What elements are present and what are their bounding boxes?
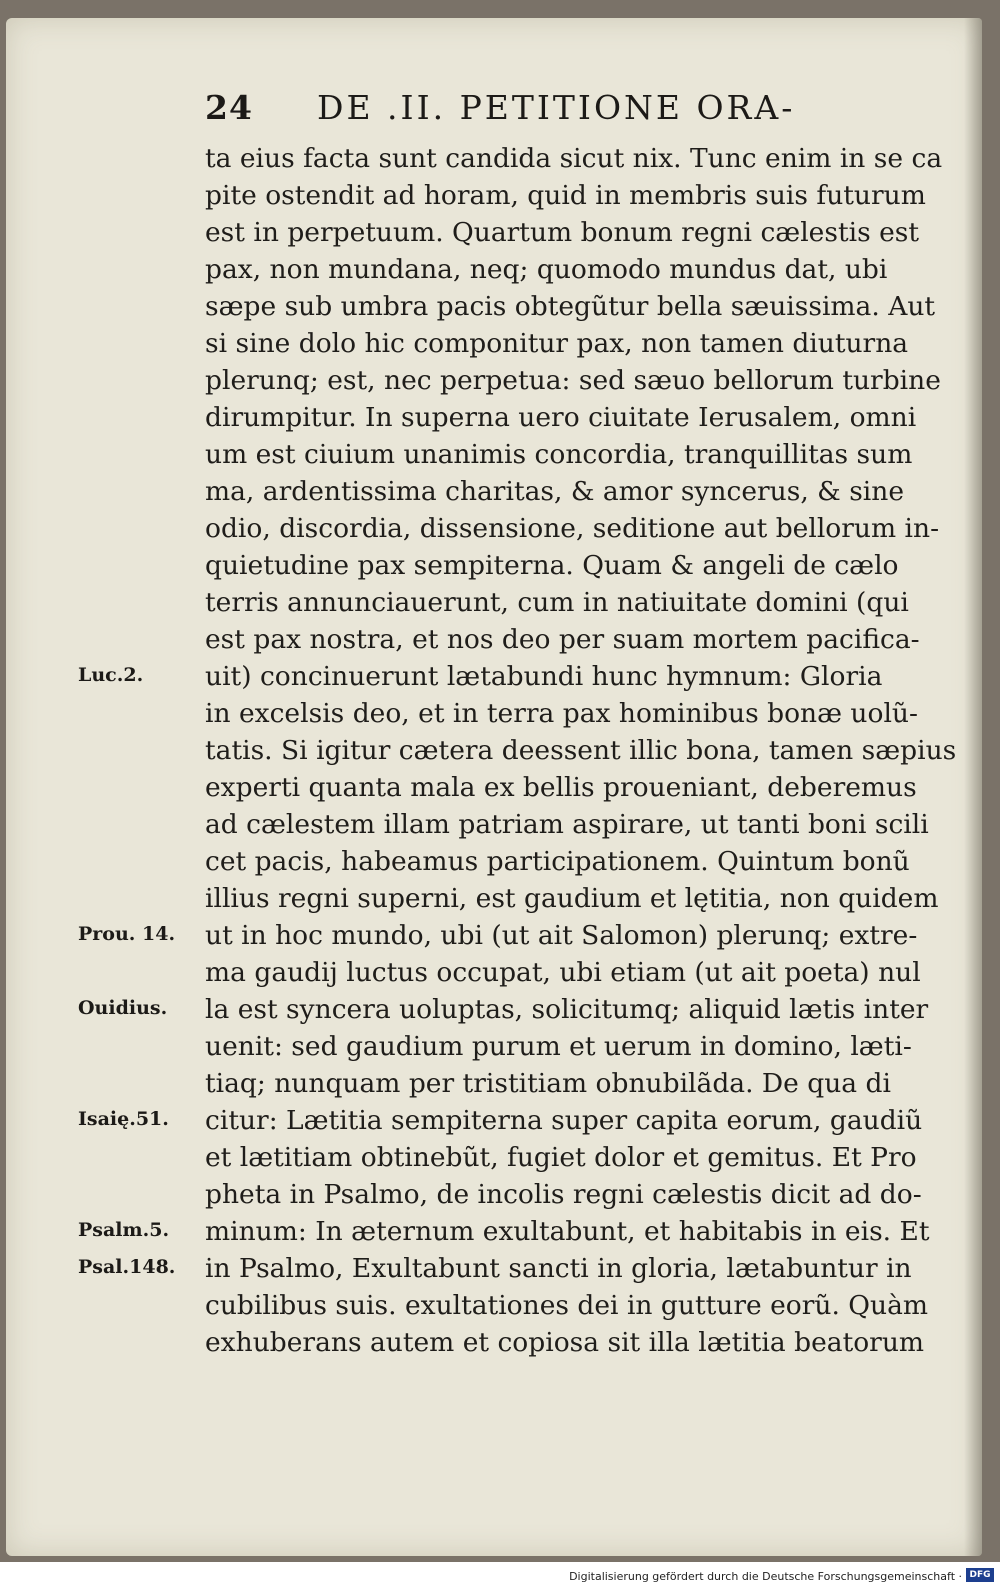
folio-number: 24 (205, 88, 253, 127)
text-line: um est ciuium unanimis concordia, tranquillitas sum (205, 439, 913, 470)
text-line: citur: Lætitia sempiterna super capita eorum, gaudiũ (205, 1105, 923, 1136)
text-line: in Psalmo, Exultabunt sancti in gloria, lætabuntur in (205, 1253, 912, 1284)
text-line: illius regni superni, est gaudium et lętitia, non quidem (205, 883, 939, 914)
margin-note: Prou. 14. (78, 923, 176, 945)
text-line: odio, discordia, dissensione, seditione aut bellorum in- (205, 513, 940, 544)
text-line: ad cælestem illam patriam aspirare, ut tanti boni scili (205, 809, 929, 840)
text-line: sæpe sub umbra pacis obtegũtur bella sæuissima. Aut (205, 291, 936, 322)
text-line: si sine dolo hic componitur pax, non tamen diuturna (205, 328, 909, 359)
margin-note: Luc.2. (78, 664, 144, 686)
text-line: cubilibus suis. exultationes dei in gutture eorũ. Quàm (205, 1290, 929, 1321)
margin-note: Isaię.51. (78, 1108, 169, 1130)
text-line: est pax nostra, et nos deo per suam mortem pacifica- (205, 624, 920, 655)
funding-credit: Digitalisierung gefördert durch die Deutsche Forschungsgemeinschaft · (569, 1570, 962, 1583)
text-line: tiaq; nunquam per tristitiam obnubilãda. De qua di (205, 1068, 891, 1099)
body-text (205, 140, 965, 1361)
margin-note: Psalm.5. (78, 1219, 170, 1241)
text-line: tatis. Si igitur cætera deessent illic bona, tamen sæpius (205, 735, 957, 766)
margin-note: Psal.148. (78, 1256, 176, 1278)
running-head: DE .II. PETITIONE ORA- (317, 88, 796, 127)
text-line: est in perpetuum. Quartum bonum regni cælestis est (205, 217, 920, 248)
digitization-footer (0, 1562, 1000, 1593)
text-line: la est syncera uoluptas, solicitumq; aliquid lætis inter (205, 994, 929, 1025)
text-line: plerunq; est, nec perpetua: sed sæuo bellorum turbine (205, 365, 941, 396)
text-line: ut in hoc mundo, ubi (ut ait Salomon) plerunq; extre- (205, 920, 918, 951)
text-line: pax, non mundana, neq; quomodo mundus dat, ubi (205, 254, 888, 285)
text-line: uenit: sed gaudium purum et uerum in domino, læti- (205, 1031, 912, 1062)
text-line: uit) concinuerunt lætabundi hunc hymnum: Gloria (205, 661, 883, 692)
text-line: et lætitiam obtinebũt, fugiet dolor et gemitus. Et Pro (205, 1142, 917, 1173)
text-line: exhuberans autem et copiosa sit illa lætitia beatorum (205, 1327, 925, 1358)
text-line: dirumpitur. In superna uero ciuitate Ierusalem, omni (205, 402, 917, 433)
text-line: in excelsis deo, et in terra pax hominibus bonæ uolũ- (205, 698, 918, 729)
text-line: pheta in Psalmo, de incolis regni cælestis dicit ad do- (205, 1179, 922, 1210)
text-line: ma, ardentissima charitas, & amor syncerus, & sine (205, 476, 905, 507)
page-header (205, 88, 945, 138)
margin-note: Ouidius. (78, 997, 168, 1019)
text-line: quietudine pax sempiterna. Quam & angeli de cælo (205, 550, 899, 581)
text-line: minum: In æternum exultabunt, et habitabis in eis. Et (205, 1216, 930, 1247)
page-edge-shadow (964, 18, 982, 1556)
text-line: experti quanta mala ex bellis proueniant, deberemus (205, 772, 917, 803)
dfg-logo: DFG (966, 1568, 994, 1582)
text-line: terris annunciauerunt, cum in natiuitate domini (qui (205, 587, 909, 618)
text-line: ma gaudij luctus occupat, ubi etiam (ut ait poeta) nul (205, 957, 921, 988)
text-line: pite ostendit ad horam, quid in membris suis futurum (205, 180, 926, 211)
text-line: ta eius facta sunt candida sicut nix. Tunc enim in se ca (205, 143, 943, 174)
text-line: cet pacis, habeamus participationem. Quintum bonũ (205, 846, 910, 877)
